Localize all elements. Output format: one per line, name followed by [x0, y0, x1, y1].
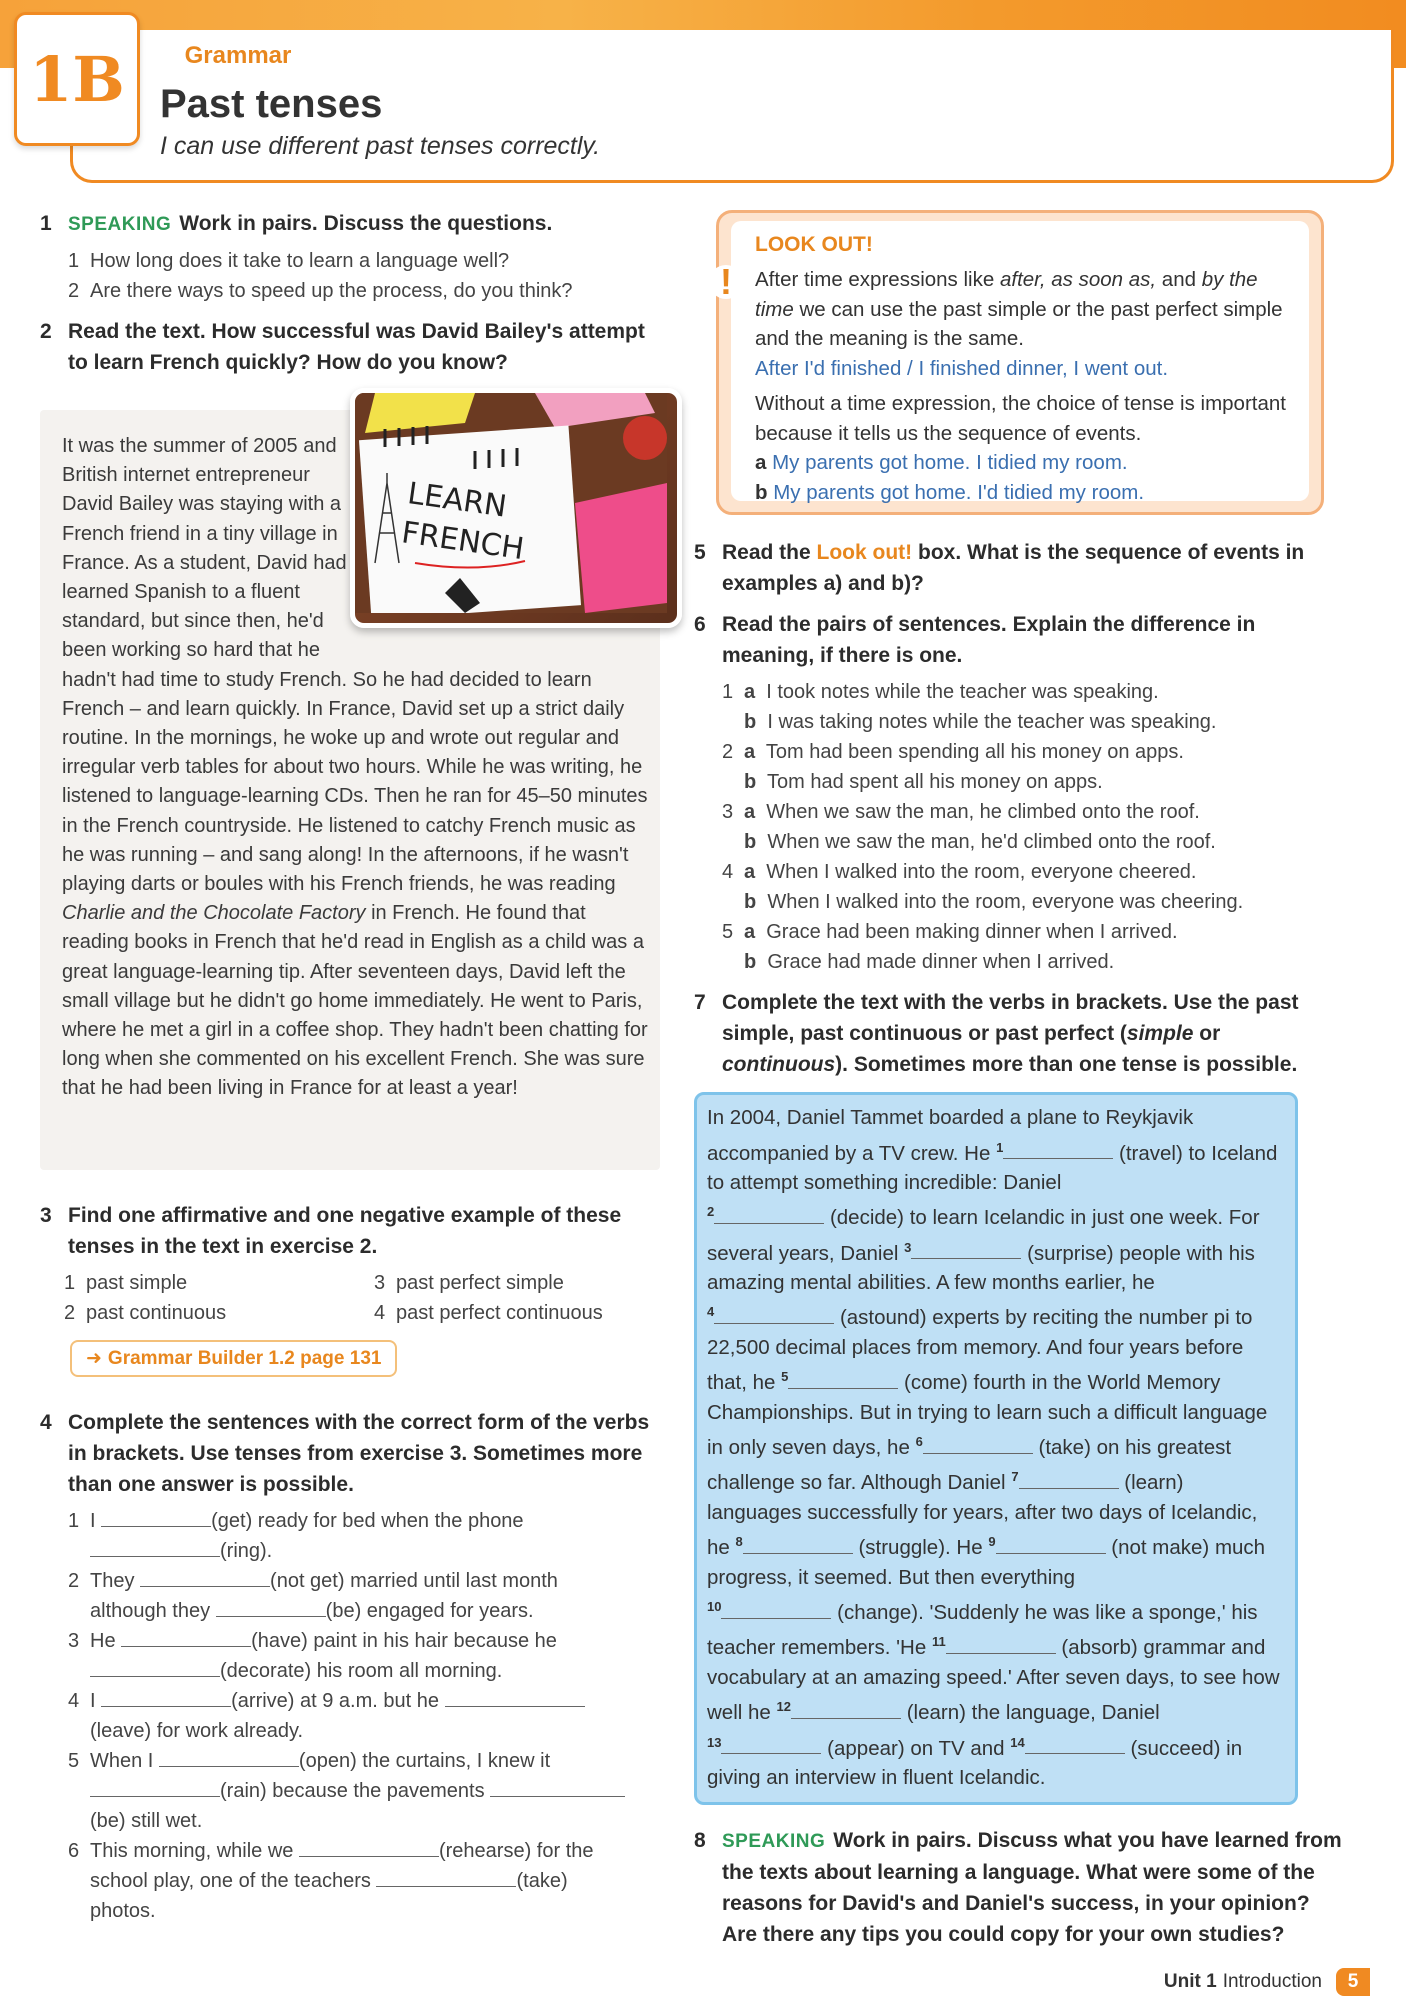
pair-item: 5 a Grace had been making dinner when I arrived. b Grace had made dinner when I arrived. — [722, 921, 1178, 973]
photo-text-learn: LEARN — [405, 476, 509, 525]
answer-blank[interactable] — [490, 1776, 625, 1797]
answer-blank[interactable] — [140, 1566, 270, 1587]
example-b: My parents got home. I'd tidied my room. — [773, 480, 1145, 504]
reading-text-box — [40, 410, 660, 1170]
footer-unit: Unit 1 — [1163, 1971, 1217, 1992]
pair-item: 2 a Tom had been spending all his money on apps. b Tom had spent all his money on apps. — [722, 741, 1184, 793]
example-a: My parents got home. I tidied my room. — [772, 451, 1128, 474]
gap-fill-text-box: In 2004, Daniel Tammet boarded a plane to Reykjavik accompanied by a TV crew. He $^1$ (travel) to Iceland to attempt something incredible: Daniel $^2$ (decide) to learn Icelandic in just one week. For several years, Daniel $^3$ (surprise) people with his amazing mental abilities. A few months earlier, he $^4$ (astound) experts by reciting the number pi to 22,500 decimal places from memory. And four years before that, he $^5$ (come) fourth in the World Memory Championships. But in trying to learn such a difficult language in only seven days, he $^6$ (take) on his greatest challenge so far. Although Daniel $^7$ (learn) languages successfully for years, after two days of Icelandic, he $^8$ (struggle). He $^9$ (not make) much progress, it seemed. But then everything $^{10}$ (change). 'Suddenly he was like a sponge,' his teacher remembers. 'He $^{11}$ (absorb) grammar and vocabulary at an amazing speed.' After seven days, to see how well he $^{12}$ (learn) the language, Daniel $^{13}$ (appear) on TV and $^{14}$ (succeed) in giving an interview in fluent Icelandic. — [694, 1092, 1298, 1805]
exercise-instruction: Find one affirmative and one negative example of these tenses in the text in exercise 2. — [68, 1204, 622, 1258]
reading-passage: It was the summer of 2005 and British internet entrepreneur David Bailey was staying with a French friend in a tiny village in France. As a student, David had learned Spanish to a fluent standard, but since then, he'd been working so hard that he hadn't had time to study French. So he had decided to learn French – and learn quickly. In France, David set up a strict daily routine. In the mornings, he woke up and wrote out regular and irregular verb tables for about two hours. While he was writing, he listened to language-learning CDs. Then he ran for 45–50 minutes in the French countryside. He listened to catchy French music as he was running – and sang along! In the afternoons, if he wasn't playing darts or boules with his French friends, he was reading Charlie and the Chocolate Factory in French. He found that reading books in French that he'd read in English as a child was a great language-learning tip. After seventeen days, David left the small village but he didn't go home immediately. He went to Paris, where he met a girl in a coffee shop. They hadn't been chatting for long when she commented on his excellent French. She was sure that he had been living in France for at least a year! — [62, 435, 648, 1100]
answer-blank[interactable] — [791, 1698, 901, 1719]
exercise-number: 3 — [40, 1204, 52, 1227]
exercise-number: 6 — [694, 613, 706, 636]
look-out-title: LOOK OUT! — [755, 233, 873, 256]
answer-blank[interactable] — [299, 1836, 439, 1857]
exercise-1-questions — [68, 246, 670, 306]
speaking-tag: SPEAKING — [722, 1831, 826, 1853]
book-title: Charlie and the Chocolate Factory — [62, 902, 366, 925]
section-tab: Grammar — [160, 36, 316, 76]
speaking-tag: SPEAKING — [68, 214, 172, 235]
exclamation-icon: ! — [709, 265, 743, 299]
question-item: 2 Are there ways to speed up the process, do you think? — [68, 280, 573, 302]
exercise-number: 1 — [40, 212, 52, 235]
example-sentence: After I'd finished / I finished dinner, I went out. — [755, 356, 1169, 380]
exercise-instruction: Work in pairs. Discuss what you have learned from the texts about learning a language. What were some of the reasons for David's and Daniel's success, in your opinion? Are there any tips you could copy for your own studies? — [722, 1829, 1342, 1947]
exercise-number: 4 — [40, 1411, 52, 1434]
answer-blank[interactable] — [90, 1776, 220, 1797]
look-out-box — [716, 210, 1324, 515]
page-number: 5 — [1336, 1968, 1370, 1996]
gap-sentence: 4 I (arrive) at 9 a.m. but he (leave) for work already. — [68, 1686, 668, 1746]
pair-item: 4 a When I walked into the room, everyone cheered. b When I walked into the room, everyone was cheering. — [722, 861, 1244, 913]
answer-blank[interactable] — [121, 1626, 251, 1647]
exercise-instruction: Complete the sentences with the correct form of the verbs in brackets. Use tenses from exercise 3. Sometimes more than one answer is possible. — [68, 1411, 650, 1496]
sentence-pairs — [722, 677, 1344, 977]
pair-item: 1 a I took notes while the teacher was speaking. b I was taking notes while the teacher was speaking. — [722, 681, 1217, 733]
answer-blank[interactable] — [90, 1536, 220, 1557]
tense-item: 1 past simple — [64, 1272, 188, 1294]
answer-blank[interactable] — [788, 1368, 898, 1389]
answer-blank[interactable] — [159, 1746, 299, 1767]
grammar-builder-link[interactable]: ➜ Grammar Builder 1.2 page 131 — [70, 1340, 397, 1377]
tense-item: 4 past perfect continuous — [374, 1302, 603, 1324]
exercise-instruction: Read the pairs of sentences. Explain the difference in meaning, if there is one. — [722, 613, 1256, 667]
answer-blank[interactable] — [714, 1303, 834, 1324]
exercise-1 — [40, 208, 670, 240]
answer-blank[interactable] — [1025, 1733, 1125, 1754]
page-footer — [1164, 1968, 1370, 1996]
gap-sentence: 6 This morning, while we (rehearse) for the school play, one of the teachers (take) photos. — [68, 1836, 668, 1926]
answer-blank[interactable] — [101, 1686, 231, 1707]
answer-blank[interactable] — [101, 1506, 211, 1527]
exercise-4-sentences — [68, 1506, 668, 1926]
look-out-body: After time expressions like after, as soon as, and by the time we can use the past simple or the past perfect simple and the meaning is the same. After I'd finished / I finished dinner, I went out. Without a time expression, the choice of tense is important because it tells us the sequence of events. a My parents got home. I tidied my room. b My parents got home. I'd tidied my room. — [755, 268, 1286, 504]
right-column — [694, 210, 1344, 1950]
footer-section: Introduction — [1222, 1971, 1322, 1992]
exercise-2 — [40, 316, 660, 378]
answer-blank[interactable] — [721, 1733, 821, 1754]
exercise-7: 7 Complete the text with the verbs in brackets. Use the past simple, past continuous or past perfect (simple or continuous). Sometimes more than one tense is possible. — [694, 987, 1344, 1080]
page-subtitle: I can use different past tenses correctly. — [160, 132, 601, 160]
answer-blank[interactable] — [376, 1866, 516, 1887]
answer-blank[interactable] — [90, 1656, 220, 1677]
answer-blank[interactable] — [946, 1633, 1056, 1654]
exercise-instruction: Read the text. How successful was David Bailey's attempt to learn French quickly? How do you know? — [68, 320, 645, 374]
tense-item: 3 past perfect simple — [374, 1272, 564, 1294]
double-arrow-icon: ➜ — [86, 1348, 102, 1369]
answer-blank[interactable] — [721, 1598, 831, 1619]
gap-sentence: 5 When I (open) the curtains, I knew it (rain) because the pavements (be) still wet. — [68, 1746, 668, 1836]
answer-blank[interactable] — [911, 1238, 1021, 1259]
answer-blank[interactable] — [1003, 1138, 1113, 1159]
gap-sentence: 2 They (not get) married until last month although they (be) engaged for years. — [68, 1566, 668, 1626]
answer-blank[interactable] — [743, 1533, 853, 1554]
exercise-6 — [694, 609, 1344, 671]
answer-blank[interactable] — [445, 1686, 585, 1707]
unit-badge: 1B — [14, 12, 140, 146]
tense-item: 2 past continuous — [64, 1302, 227, 1324]
answer-blank[interactable] — [714, 1203, 824, 1224]
exercise-5: 5 Read the Look out! box. What is the sequence of events in examples a) and b)? — [694, 537, 1344, 599]
gap-sentence: 3 He (have) paint in his hair because he (decorate) his room all morning. — [68, 1626, 668, 1686]
exercise-number: 8 — [694, 1829, 706, 1853]
exercise-3 — [40, 1200, 660, 1262]
page-title: Past tenses — [160, 82, 383, 126]
gap-sentence: 1 I (get) ready for bed when the phone (ring). — [68, 1506, 668, 1566]
exercise-number: 2 — [40, 320, 52, 343]
exercise-8 — [694, 1825, 1344, 1950]
left-column — [40, 208, 670, 1926]
answer-blank[interactable] — [1019, 1468, 1119, 1489]
answer-blank[interactable] — [216, 1596, 326, 1617]
exercise-number: 5 — [694, 541, 706, 564]
exercise-number: 7 — [694, 991, 706, 1014]
answer-blank[interactable] — [996, 1533, 1106, 1554]
answer-blank[interactable] — [923, 1433, 1033, 1454]
photo-text-french: FRENCH — [399, 515, 527, 568]
look-out-reference: Look out! — [816, 541, 913, 564]
question-item: 1 How long does it take to learn a language well? — [68, 250, 510, 272]
exercise-instruction: Work in pairs. Discuss the questions. — [179, 212, 553, 235]
exercise-4 — [40, 1407, 660, 1500]
tense-list — [64, 1268, 670, 1328]
pair-item: 3 a When we saw the man, he climbed onto the roof. b When we saw the man, he'd climbed onto the roof. — [722, 801, 1216, 853]
